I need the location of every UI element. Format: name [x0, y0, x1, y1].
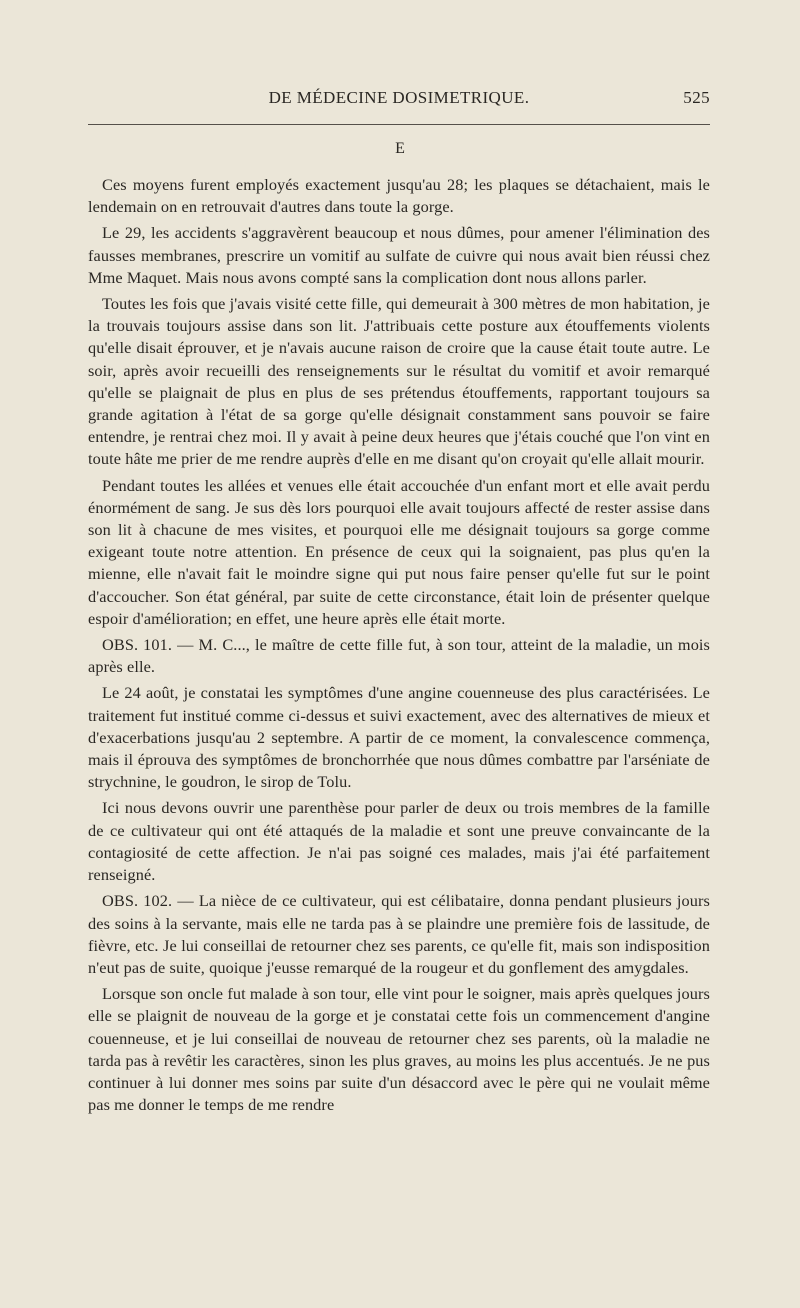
paragraph: OBS. 102. — La nièce de ce cultivateur, qui est célibataire, donna pendant plusieurs jours des soins à la servante, mais elle ne tarda pas à se plaindre une première fois de lassitude, de fièvre, etc. Je lui conseillai de retourner chez ses parents, ce qu'elle fit, mais son indisposition n'eut pas de suite, quoique j'eusse remarqué de la rougeur et du gonflement des amygdales.	[88, 891, 710, 977]
paragraph: Ces moyens furent employés exactement jusqu'au 28; les plaques se détachaient, mais le lendemain on en retrouvait d'autres dans toute la gorge.	[88, 175, 710, 217]
paragraph: Le 24 août, je constatai les symptômes d'une angine couenneuse des plus caractérisées. Le traitement fut institué comme ci-dessus et suivi exactement, avec des alternatives de mieux et d'exacerbations jusqu'au 2 septembre. A partir de ce moment, la convalescence commença, mais il éprouva des symptômes de bronchorrhée que nous dûmes combattre par l'arséniate de strychnine, le goudron, le sirop de Tolu.	[88, 683, 710, 792]
paragraph: Lorsque son oncle fut malade à son tour, elle vint pour le soigner, mais après quelques jours elle se plaignit de nouveau de la gorge et je constatai cette fois un commencement d'angine couenneuse, et je lui conseillai de nouveau de retourner chez ses parents, où la maladie ne tarda pas à revêtir les caractères, sinon les plus graves, au moins les plus accentués. Je ne pus continuer à lui donner mes soins par suite d'un désaccord avec le père qui ne voulait même pas me donner le temps de me rendre	[88, 984, 710, 1115]
paragraph: Pendant toutes les allées et venues elle était accouchée d'un enfant mort et elle avait perdu énormément de sang. Je sus dès lors pourquoi elle avait toujours affecté de rester assise dans son lit à chacune de mes visites, et pourquoi elle me désignait toujours sa gorge comme exigeant toute notre attention. En présence de ceux qui la soignaient, pas plus qu'en la mienne, elle n'avait fait le moindre signe qui put nous faire penser qu'elle fut sur le point d'accoucher. Son état général, par suite de cette circonstance, était loin de présenter quelque espoir d'amélioration; en effet, une heure après elle était morte.	[88, 475, 710, 628]
running-title: DE MÉDECINE DOSIMETRIQUE.	[268, 88, 530, 107]
running-header	[88, 88, 710, 114]
page-number: 525	[683, 88, 710, 107]
paragraph: Toutes les fois que j'avais visité cette fille, qui demeurait à 300 mètres de mon habitation, je la trouvais toujours assise dans son lit. J'attribuais cette posture aux étouffements violents qu'elle disait éprouver, et je n'avais aucune raison de croire que la cause était toute autre. Le soir, après avoir recueilli des renseignements sur le résultat du vomitif et avoir remarqué qu'elle se plaignait de plus en plus de ses prétendus étouffements, rapportant toujours sa grande agitation à l'état de sa gorge qu'elle désignait constamment sans pouvoir se faire entendre, je rentrai chez moi. Il y avait à peine deux heures que j'étais couché que l'on vint en toute hâte me prier de me rendre auprès d'elle en me disant qu'on croyait qu'elle allait mourir.	[88, 294, 710, 469]
body-text	[88, 174, 710, 1120]
paragraph: OBS. 101. — M. C..., le maître de cette fille fut, à son tour, atteint de la maladie, un mois après elle.	[88, 635, 710, 677]
paragraph: Le 29, les accidents s'aggravèrent beaucoup et nous dûmes, pour amener l'élimination des fausses membranes, prescrire un vomitif au sulfate de cuivre qui nous avait bien réussi chez Mme Maquet. Mais nous avons compté sans la complication dont nous allons parler.	[88, 223, 710, 287]
header-rule	[88, 124, 710, 125]
signature-mark: E	[395, 140, 405, 157]
paragraph: Ici nous devons ouvrir une parenthèse pour parler de deux ou trois membres de la famille de ce cultivateur qui ont été attaqués de la maladie et sont une preuve convaincante de la contagiosité de cette affection. Je n'ai pas soigné ces malades, mais j'ai été parfaitement renseigné.	[88, 798, 710, 885]
